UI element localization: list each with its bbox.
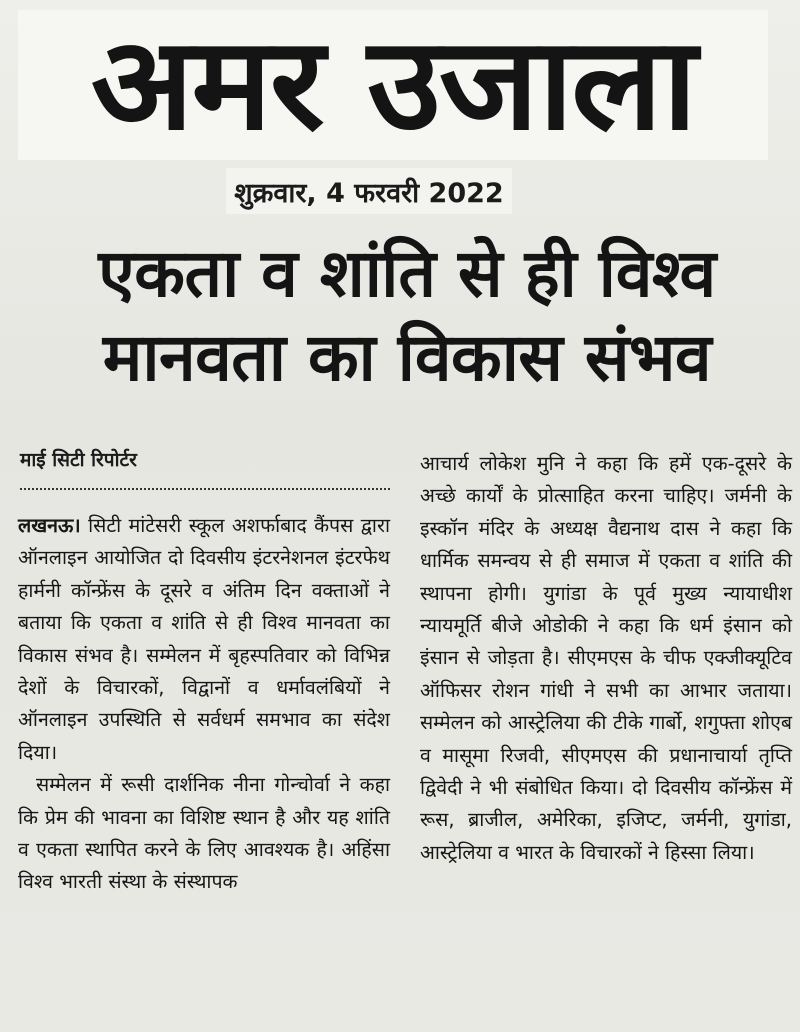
paragraph-1 [18, 510, 390, 769]
byline: माई सिटी रिपोर्टर [20, 449, 137, 471]
headline-line-1: एकता व शांति से ही विश्व [98, 235, 716, 312]
masthead [18, 10, 768, 160]
dateline: लखनऊ। [18, 514, 81, 537]
paragraph-1-text: सिटी मांटेसरी स्कूल अशर्फाबाद कैंपस द्वारा ऑनलाइन आयोजित दो दिवसीय इंटरनेशनल इंटरफेथ हार्मनी कॉन्फ्रेंस के दूसरे व अंतिम दिन वक्ताओं ने बताया कि एकता व शांति से ही विश्व मानवता का विकास संभव है। सम्मेलन में बृहस्पतिवार को विभिन्न देशों के विचारकों, विद्वानों व धर्मावलंबियों ने ऑनलाइन उपस्थिति से सर्वधर्म समभाव का संदेश दिया। [18, 514, 390, 764]
article-headline [22, 232, 792, 400]
publication-date: शुक्रवार, 4 फरवरी 2022 [226, 168, 512, 214]
article-column-right [420, 448, 792, 869]
paragraph-3: आचार्य लोकेश मुनि ने कहा कि हमें एक-दूसरे के अच्छे कार्यों के प्रोत्साहित करना चाहिए। जर्मनी के इस्कॉन मंदिर के अध्यक्ष वैद्यनाथ दास ने कहा कि धार्मिक समन्वय से ही समाज में एकता व शांति की स्थापना होगी। युगांडा के पूर्व मुख्य न्यायाधीश न्यायमूर्ति बीजे ओडोकी ने कहा कि धर्म इंसान को इंसान से जोड़ता है। सीएमएस के चीफ एक्जीक्यूटिव ऑफिसर रोशन गांधी ने सभी का आभार जताया। सम्मेलन को आस्ट्रेलिया की टीके गार्बो, शगुफ्ता शोएब व मासूमा रिजवी, सीएमएस की प्रधानाचार्या तृप्ति द्विवेदी ने भी संबोधित किया। दो दिवसीय कॉन्फ्रेंस में रूस, ब्राजील, अमेरिका, इजिप्ट, जर्मनी, युगांडा, आस्ट्रेलिया व भारत के विचारकों ने हिस्सा लिया। [420, 452, 792, 864]
article-column-left [18, 510, 390, 899]
headline-line-2: मानवता का विकास संभव [102, 319, 712, 396]
byline-divider [20, 488, 390, 490]
paragraph-2: सम्मेलन में रूसी दार्शनिक नीना गोन्चोर्वा ने कहा कि प्रेम की भावना का विशिष्ट स्थान है और यह शांति व एकता स्थापित करने के लिए आवश्यक है। अहिंसा विश्व भारती संस्था के संस्थापक [18, 773, 390, 894]
newspaper-logo: अमर उजाला [90, 10, 696, 159]
